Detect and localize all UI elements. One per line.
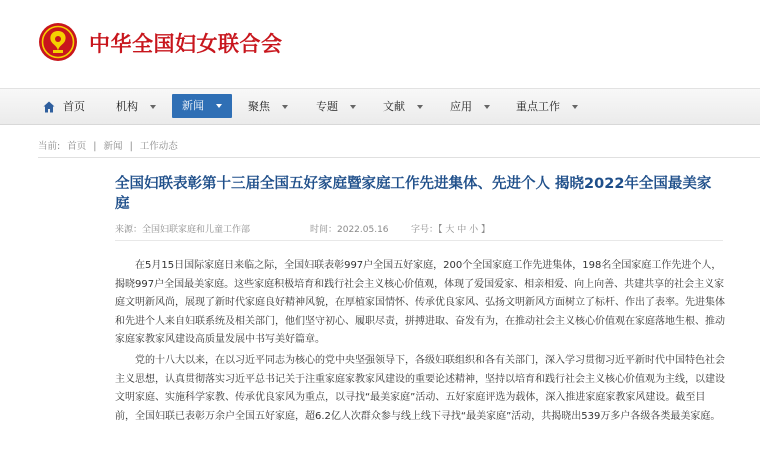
article-title: 全国妇联表彰第十三届全国五好家庭暨家庭工作先进集体、先进个人 揭晓2022年全国最美家庭 (115, 176, 712, 212)
nav-item-label: 机构 (116, 100, 138, 113)
article-date: 时间：2022.05.16 (310, 225, 389, 235)
nav-item-news[interactable] (172, 94, 232, 118)
chevron-down-icon (282, 105, 288, 109)
chevron-down-icon (350, 105, 356, 109)
acwf-logo-icon[interactable] (38, 22, 78, 62)
nav-item-institutions[interactable] (116, 89, 156, 124)
org-name[interactable]: 中华全国妇女联合会 (89, 32, 283, 56)
nav-item-label: 重点工作 (516, 100, 560, 113)
breadcrumb (38, 138, 182, 152)
home-icon[interactable] (43, 101, 55, 113)
font-size-control[interactable]: 字号：【 大 中 小 】 (411, 225, 490, 235)
breadcrumb-prefix: 当前: (38, 141, 61, 152)
chevron-down-icon (572, 105, 578, 109)
site-header (0, 0, 760, 88)
nav-item-focus[interactable] (248, 89, 288, 124)
chevron-down-icon (484, 105, 490, 109)
nav-item-label: 专题 (316, 100, 338, 113)
article-paragraph: 在5月15日国际家庭日来临之际，全国妇联表彰997户全国五好家庭，200个全国家庭工作先进集体，198名全国家庭工作先进个人，揭晓997户全国最美家庭。这些家庭积极培育和践行社会主义核心价值观，体现了爱国爱家、相亲相爱、向上向善、共建共享的社会主义家庭文明新风尚，展现了新时代家庭良好精神风貌，在厚植家国情怀、传承优良家风、弘扬文明新风方面树立了标杆、作出了表率。先进集体和先进个人来自妇联系统及相关部门，他们坚守初心、履职尽责，拼搏进取、奋发有为，在推动社会主义核心价值观在家庭落地生根、推动家庭家教家风建设高质量发展中书写美好篇章。 (115, 260, 725, 345)
chevron-down-icon (150, 105, 156, 109)
article-meta (115, 222, 490, 235)
nav-item-label: 文献 (383, 100, 405, 113)
nav-item-label: 聚焦 (248, 100, 270, 113)
nav-item-home[interactable]: 首页 (63, 100, 85, 113)
nav-item-key-work[interactable] (516, 89, 578, 124)
nav-item-label: 新闻 (182, 99, 204, 112)
nav-item-label: 应用 (450, 100, 472, 113)
breadcrumb-link-home[interactable]: 首页 (67, 141, 87, 152)
divider (38, 157, 760, 158)
chevron-down-icon (417, 105, 423, 109)
main-nav (0, 88, 760, 125)
breadcrumb-separator: | (93, 141, 97, 152)
breadcrumb-separator: | (129, 141, 133, 152)
article-source: 来源：全国妇联家庭和儿童工作部 (115, 225, 251, 235)
breadcrumb-link-news[interactable]: 新闻 (103, 141, 123, 152)
nav-item-documents[interactable] (383, 89, 423, 124)
breadcrumb-link-work-news[interactable]: 工作动态 (139, 141, 178, 152)
chevron-down-icon (216, 104, 222, 108)
divider (115, 240, 723, 241)
nav-item-apps[interactable] (450, 89, 490, 124)
nav-item-topics[interactable] (316, 89, 356, 124)
article-paragraph: 党的十八大以来，在以习近平同志为核心的党中央坚强领导下，各级妇联组织和各有关部门，深入学习贯彻习近平新时代中国特色社会主义思想，认真贯彻落实习近平总书记关于注重家庭家教家风建设的重要论述精神，坚持以培育和践行社会主义核心价值观为主线，以建设文明家庭、实施科学家教、传承优良家风为重点，以寻找“最美家庭”活动、五好家庭评选为载体，深入推进家庭家教家风建设。截至目前，全国妇联已表彰万余户全国五好家庭，超6.2亿人次群众参与线上线下寻找“最美家庭”活动，共揭晓出539万多户各级各类最美家庭。 (115, 355, 725, 422)
